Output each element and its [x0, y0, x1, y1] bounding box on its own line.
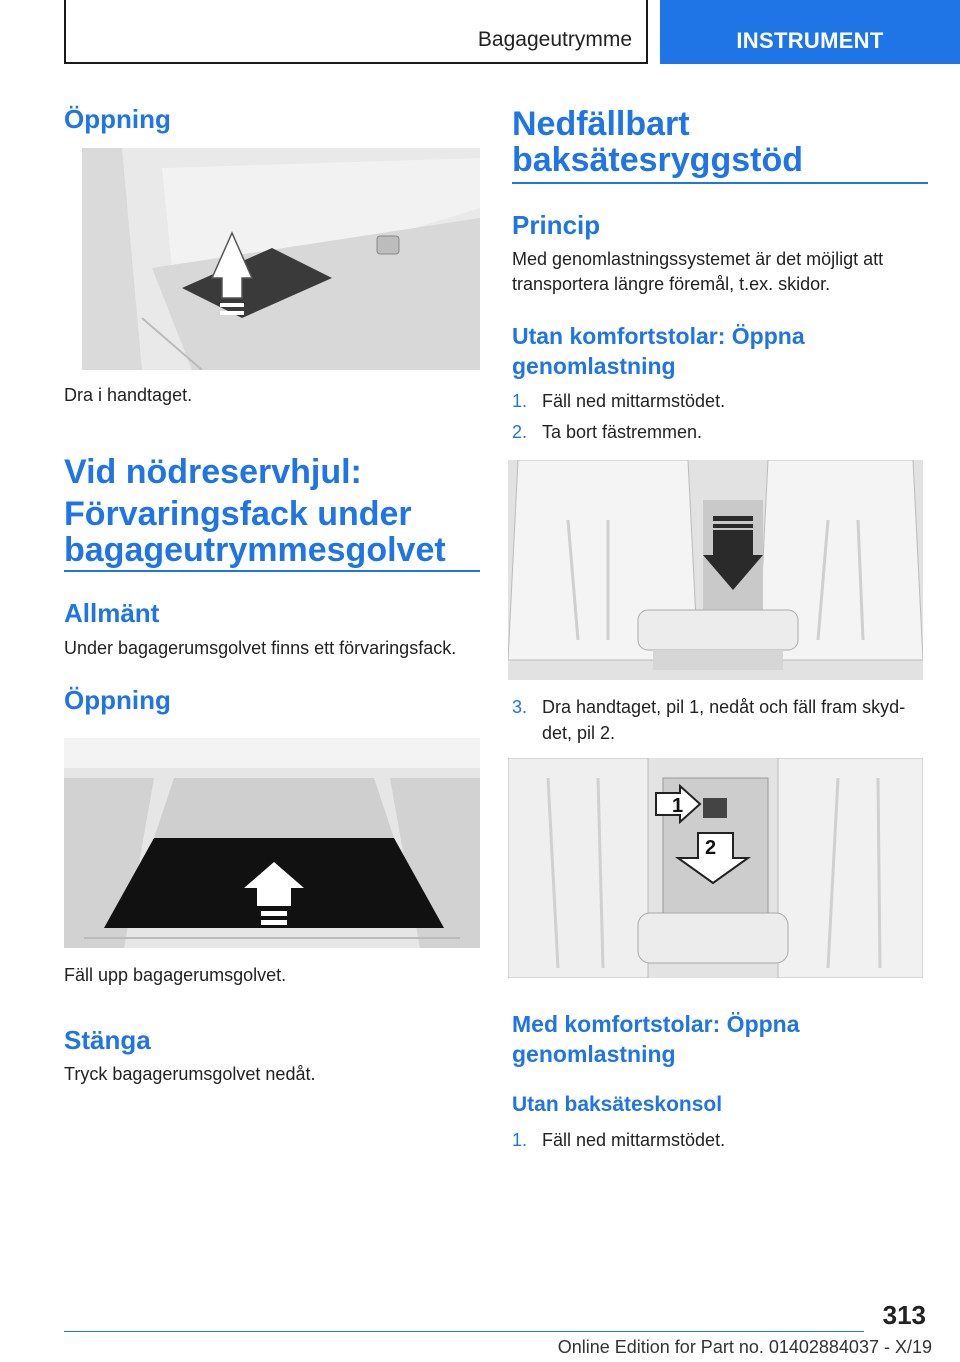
caption-handle: Dra i handtaget.	[64, 385, 193, 405]
footer-edition: Online Edition for Part no. 01402884037 - X/19	[557, 1337, 932, 1357]
callout-2: 2	[705, 837, 717, 859]
heading-comfort-line2: genomlastning	[512, 1041, 676, 1067]
heading-no-console: Utan baksäteskonsol	[512, 1093, 723, 1116]
title-spare-line3: bagageutrymmesgolvet	[64, 531, 446, 569]
caption-floor: Fäll upp bagagerumsgolvet.	[64, 965, 287, 985]
figure-rear-seats	[508, 460, 923, 680]
title-spare-line1: Vid nödreservhjul:	[64, 453, 362, 491]
title-backrest-line1: Nedfällbart	[512, 105, 690, 143]
step-text-continued: det, pil 2.	[542, 723, 616, 743]
step-text: Dra handtaget, pil 1, nedåt och fäll fram skyd‐	[542, 697, 906, 717]
heading-comfort-line1: Med komfortstolar: Öppna	[512, 1011, 800, 1037]
header-chapter-label: INSTRUMENT	[736, 28, 884, 53]
heading-closing: Stänga	[64, 1025, 151, 1055]
step-list-item	[512, 419, 702, 445]
step-text: Fäll ned mittarmstödet.	[542, 391, 726, 411]
page-number: 313	[882, 1300, 926, 1330]
header-section-title: Bagageutrymme	[477, 28, 632, 51]
principle-line2: transportera längre föremål, t.ex. skidor.	[512, 274, 831, 294]
heading-no-comfort-line1: Utan komfortstolar: Öppna	[512, 323, 805, 349]
title-backrest-line2: baksätesryggstöd	[512, 141, 803, 179]
title-rule	[64, 570, 480, 572]
closing-text: Tryck bagagerumsgolvet nedåt.	[64, 1064, 316, 1084]
heading-opening-2: Öppning	[64, 685, 171, 715]
step-text: Fäll ned mittarmstödet.	[542, 1130, 726, 1150]
principle-line1: Med genomlastningssystemet är det möjligt att	[512, 249, 884, 269]
step-text: Ta bort fästremmen.	[542, 422, 703, 442]
heading-opening: Öppning	[64, 104, 171, 134]
callout-1: 1	[672, 795, 684, 817]
title-spare-line2: Förvaringsfack under	[64, 495, 412, 533]
figure-trunk-handle	[82, 148, 480, 370]
figure-pass-through-handle	[508, 758, 923, 978]
heading-principle: Princip	[512, 210, 601, 240]
step-list-item	[512, 1127, 725, 1153]
header-chapter-tab[interactable]	[660, 0, 960, 64]
footer-rule	[64, 1331, 864, 1332]
step-number: 2.	[512, 422, 528, 442]
step-number: 3.	[512, 697, 528, 717]
step-number: 1.	[512, 1130, 528, 1150]
step-list-item	[512, 388, 725, 414]
title-backrest-rule	[512, 182, 928, 184]
general-text: Under bagagerumsgolvet finns ett förvaringsfack.	[64, 638, 457, 658]
step-number: 1.	[512, 391, 528, 411]
heading-no-comfort-line2: genomlastning	[512, 353, 676, 379]
heading-general: Allmänt	[64, 598, 160, 628]
figure-trunk-floor	[64, 738, 480, 948]
header-section-box	[64, 0, 648, 64]
step-list-item	[512, 694, 905, 720]
